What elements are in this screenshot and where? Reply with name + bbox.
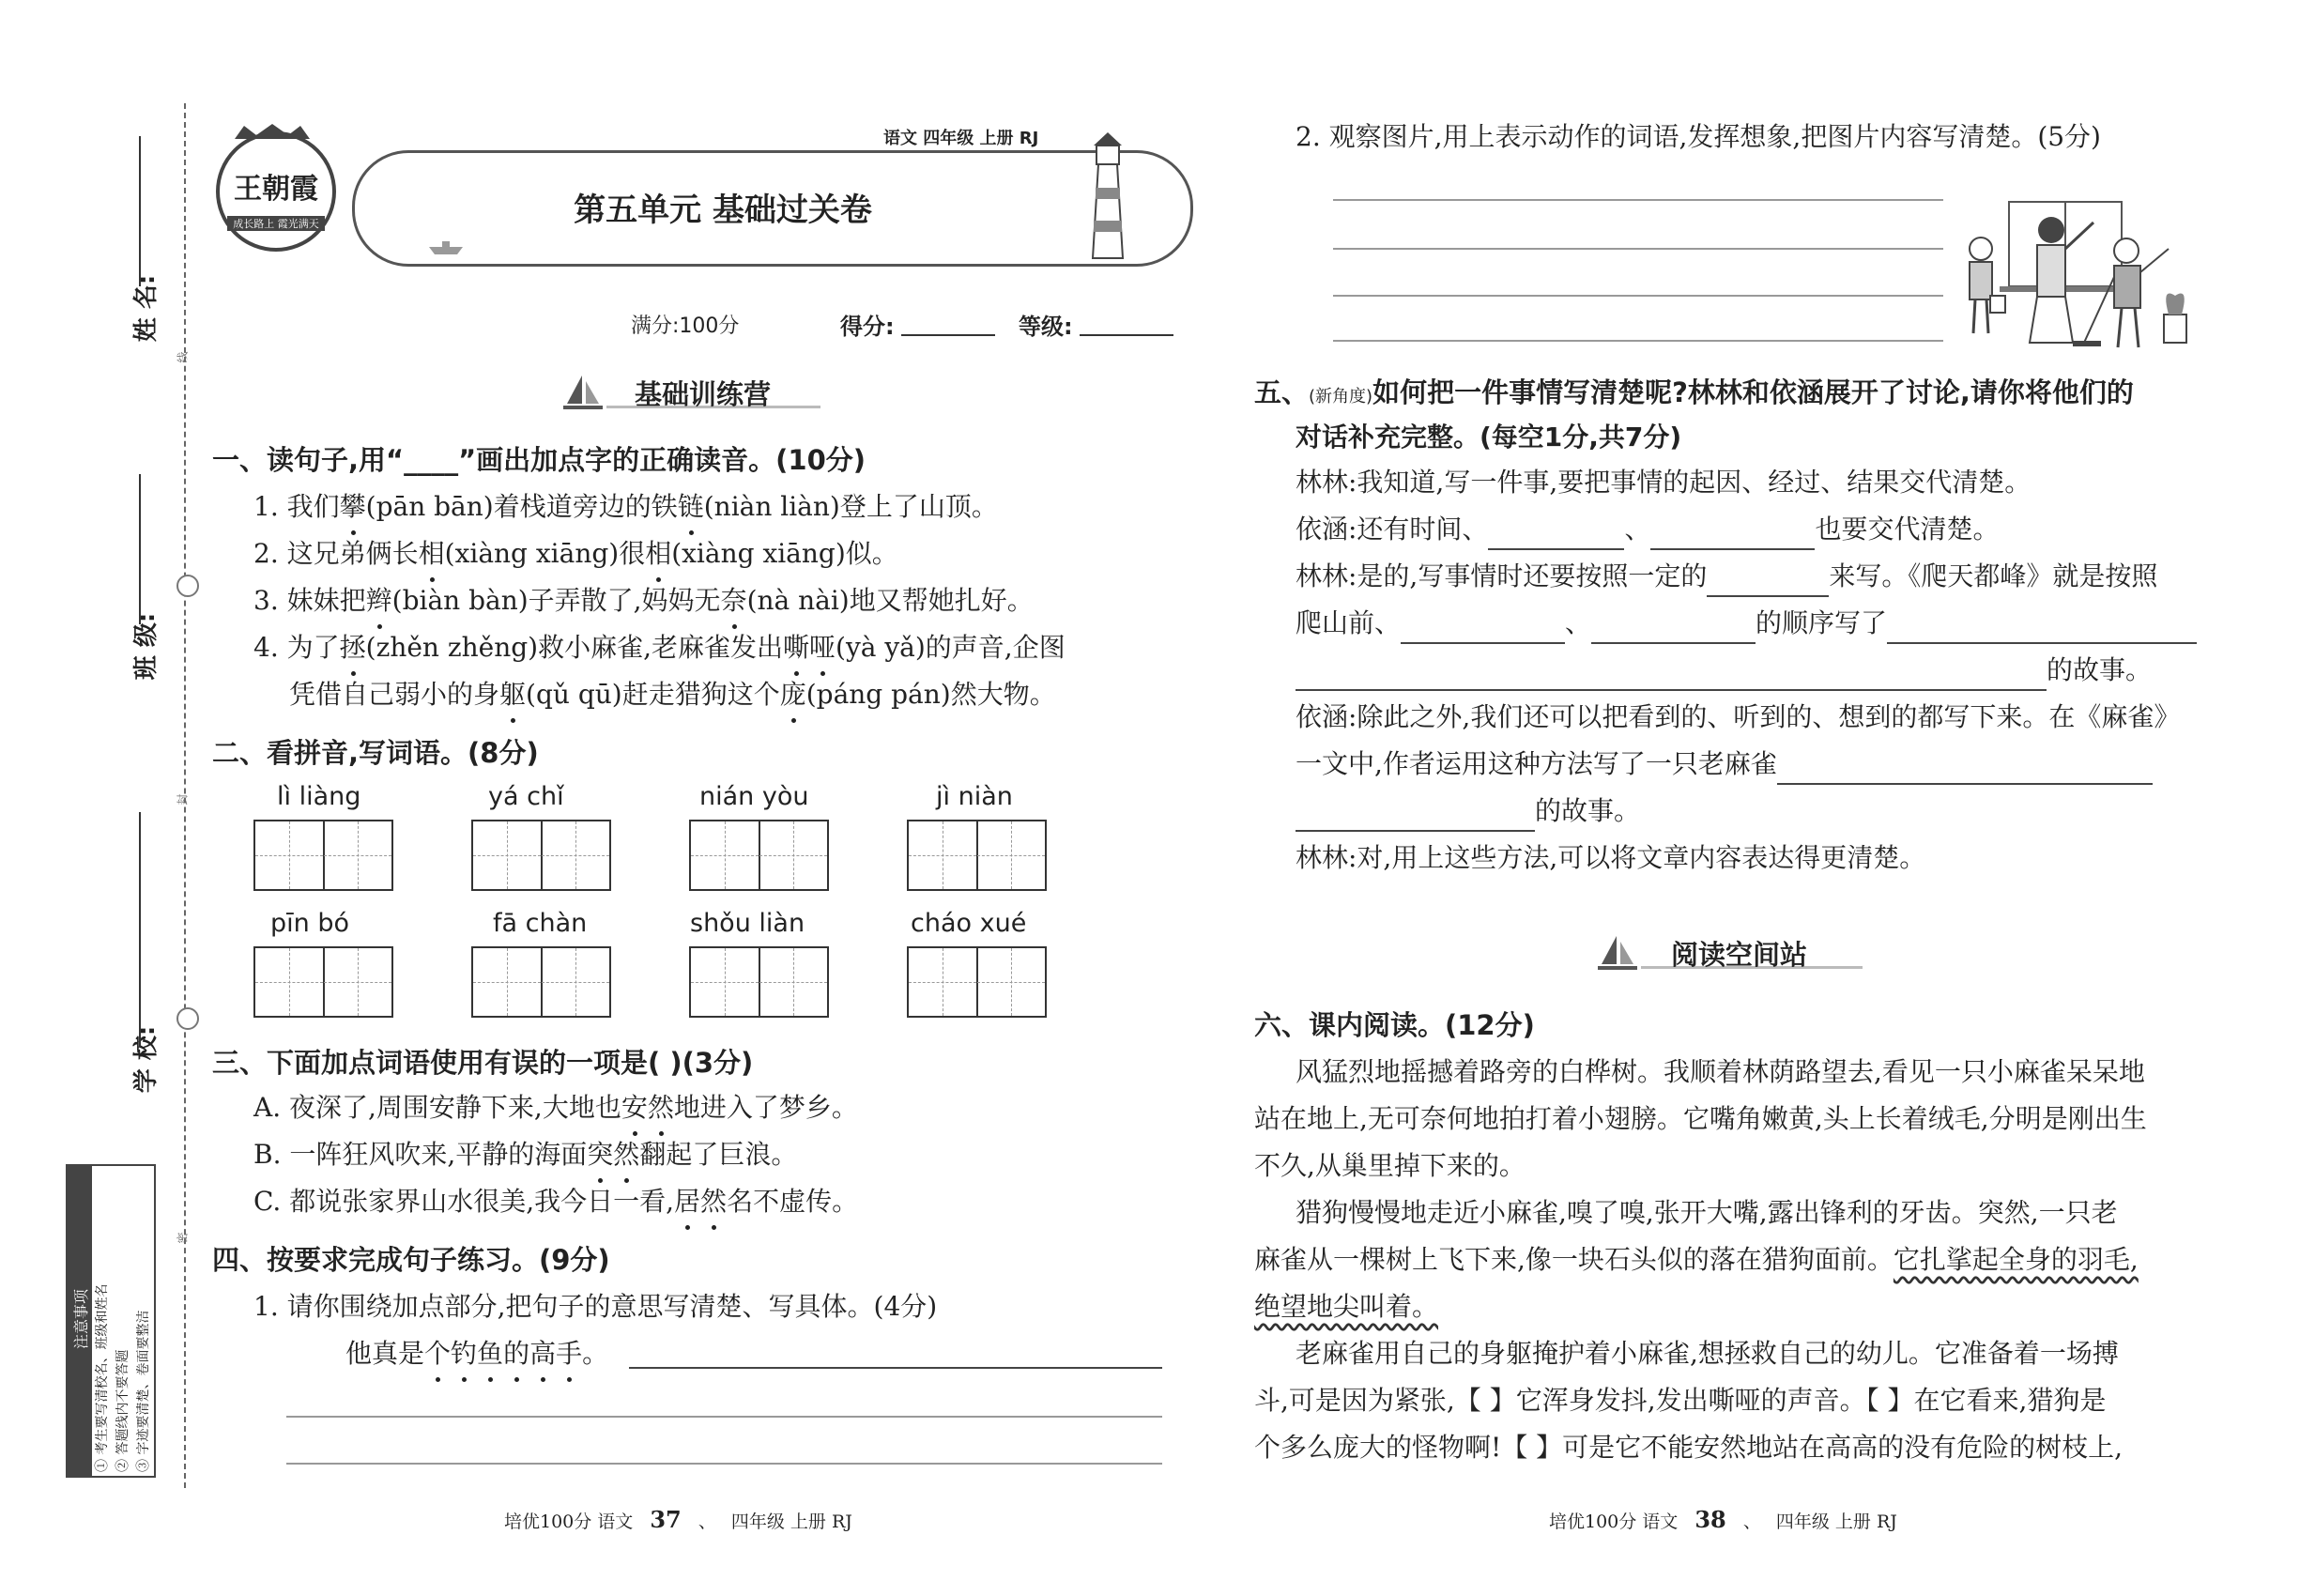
lighthouse-icon xyxy=(1080,127,1136,268)
pinyin-label: nián yòu xyxy=(699,782,809,811)
fill-blank[interactable] xyxy=(1887,614,2197,644)
notice-item: ② 答题线内不要答题 xyxy=(115,1349,130,1472)
score-field[interactable] xyxy=(901,334,995,336)
pinyin-label: yá chǐ xyxy=(488,782,564,811)
notice-box xyxy=(66,1164,156,1478)
sailboat-icon xyxy=(561,372,605,413)
dialogue-line: 的故事。 xyxy=(1296,790,1640,832)
name-field[interactable] xyxy=(139,136,141,286)
class-label: 班 级: xyxy=(132,612,161,681)
new-angle-tag: (新角度) xyxy=(1309,387,1373,407)
dialogue-line: 的故事。 xyxy=(1296,650,2152,691)
section-title: 基础训练营 xyxy=(635,378,772,410)
answer-line[interactable] xyxy=(1333,340,1943,342)
score-label: 得分: xyxy=(840,314,895,340)
q3-option-c[interactable]: C. 都说张家界山水很美,我今日一看,居然名不虚传。 xyxy=(253,1181,858,1222)
answer-line[interactable] xyxy=(286,1416,1162,1418)
pinyin-label: cháo xué xyxy=(911,909,1027,938)
pinyin-label: pīn bó xyxy=(270,909,349,938)
writing-grid[interactable] xyxy=(907,946,1047,1018)
fill-blank[interactable] xyxy=(1777,755,2153,785)
dialogue-line: 爬山前、 、 的顺序写了 xyxy=(1296,603,2197,644)
answer-line[interactable] xyxy=(1333,248,1943,250)
q5-title-cont: 对话补充完整。(每空1分,共7分) xyxy=(1296,422,1682,453)
pinyin-label: shǒu liàn xyxy=(690,909,805,938)
q5-title: 五、(新角度)如何把一件事情写清楚呢?林林和依涵展开了讨论,请你将他们的 xyxy=(1254,376,2134,408)
grade-field[interactable] xyxy=(1080,334,1173,336)
writing-grid[interactable] xyxy=(471,946,611,1018)
passage-line: 不久,从巢里掉下来的。 xyxy=(1254,1150,1526,1181)
section-banner-reading xyxy=(1596,932,1878,974)
dialogue-line: 林林:是的,写事情时还要按照一定的 来写。《爬天都峰》就是按照 xyxy=(1296,556,2157,597)
writing-grid[interactable] xyxy=(689,820,829,891)
school-label: 学 校: xyxy=(132,1025,161,1094)
writing-grid[interactable] xyxy=(253,820,393,891)
writing-grid[interactable] xyxy=(907,820,1047,891)
passage-line: 个多么庞大的怪物啊!【 】可是它不能安然地站在高高的没有危险的树枝上, xyxy=(1254,1432,2124,1463)
writing-grid[interactable] xyxy=(471,820,611,891)
school-field[interactable] xyxy=(139,812,141,1047)
section-banner-basic xyxy=(561,372,834,413)
notice-item: ③ 字迹要清楚、卷面要整洁 xyxy=(136,1310,151,1472)
binding-hole xyxy=(176,575,199,597)
name-label: 姓 名: xyxy=(132,274,161,343)
dialogue-line: 一文中,作者运用这种方法写了一只老麻雀 xyxy=(1296,744,2153,785)
pinyin-label: lì liàng xyxy=(277,782,361,811)
dialogue-line: 林林:我知道,写一件事,要把事情的起因、经过、结果交代清楚。 xyxy=(1296,467,2032,498)
dialogue-line: 依涵:还有时间、 、 也要交代清楚。 xyxy=(1296,509,1999,550)
writing-grid[interactable] xyxy=(253,946,393,1018)
crown-icon xyxy=(230,122,314,141)
q1-title: 一、读句子,用“____”画出加点字的正确读音。(10分) xyxy=(212,444,866,476)
wavy-underlined-text: 它扎挲起全身的羽毛, xyxy=(1893,1244,2139,1275)
cut-char: 线 xyxy=(176,351,190,363)
q3-option-b[interactable]: B. 一阵狂风吹来,平静的海面突然翻起了巨浪。 xyxy=(253,1134,797,1175)
logo-badge xyxy=(216,131,336,252)
cleaning-family-illustration xyxy=(1943,192,2197,357)
q4-title: 四、按要求完成句子练习。(9分) xyxy=(212,1244,610,1276)
q1-item-cont: 凭借自己弱小的身躯(qǔ qū)赶走猎狗这个庞(páng pán)然大物。 xyxy=(289,674,1056,715)
passage-line: 麻雀从一棵树上飞下来,像一块石头似的落在猎狗面前。它扎挲起全身的羽毛, xyxy=(1254,1244,2139,1275)
passage-line: 猎狗慢慢地走近小麻雀,嗅了嗅,张开大嘴,露出锋利的牙齿。突然,一只老 xyxy=(1296,1197,2118,1228)
grade-label: 等级: xyxy=(1019,314,1073,340)
cut-char: 密 xyxy=(176,1232,190,1244)
answer-line[interactable] xyxy=(629,1367,1162,1369)
page-title: 第五单元 基础过关卷 xyxy=(574,192,872,229)
section-title: 阅读空间站 xyxy=(1671,939,1808,971)
q1-item: 3. 妹妹把辫(biàn bàn)子弄散了,妈妈无奈(nà nài)地又帮她扎好。 xyxy=(253,580,1034,622)
pinyin-label: fā chàn xyxy=(493,909,588,938)
footer-right: 培优100分 语文 38 、 四年级 上册 RJ xyxy=(1549,1506,1897,1533)
page-number: 37 xyxy=(650,1506,682,1533)
q4-sub1: 1. 请你围绕加点部分,把句子的意思写清楚、写具体。(4分) xyxy=(253,1291,938,1322)
fill-blank[interactable] xyxy=(1707,567,1829,597)
writing-grid[interactable] xyxy=(689,946,829,1018)
fill-blank[interactable] xyxy=(1650,520,1815,550)
dialogue-line: 依涵:除此之外,我们还可以把看到的、听到的、想到的都写下来。在《麻雀》 xyxy=(1296,701,2181,732)
q4-2-title: 2. 观察图片,用上表示动作的词语,发挥想象,把图片内容写清楚。(5分) xyxy=(1296,121,2101,152)
q1-item: 4. 为了拯(zhěn zhěng)救小麻雀,老麻雀发出嘶哑(yà yǎ)的声音,企图 xyxy=(253,627,1066,668)
fill-blank[interactable] xyxy=(1296,661,2047,691)
fill-blank[interactable] xyxy=(1296,802,1535,832)
passage-line: 斗,可是因为紧张,【 】它浑身发抖,发出嘶哑的声音。【 】在它看来,猎狗是 xyxy=(1254,1385,2107,1416)
answer-line[interactable] xyxy=(1333,199,1943,201)
fill-blank[interactable] xyxy=(1591,614,1756,644)
page-number: 38 xyxy=(1694,1506,1726,1533)
class-field[interactable] xyxy=(139,474,141,624)
q3-title: 三、下面加点词语使用有误的一项是( )(3分) xyxy=(212,1047,754,1079)
fill-blank[interactable] xyxy=(1401,614,1565,644)
notice-title: 注意事项 xyxy=(72,1289,90,1350)
cut-char: 封 xyxy=(176,793,190,806)
binding-hole xyxy=(176,1007,199,1030)
subject-line: 语文 四年级 上册 RJ xyxy=(878,125,1044,149)
passage-line xyxy=(1254,1286,1438,1327)
dialogue-line: 林林:对,用上这些方法,可以将文章内容表达得更清楚。 xyxy=(1296,842,1926,873)
q3-option-a[interactable]: A. 夜深了,周围安静下来,大地也安然地进入了梦乡。 xyxy=(253,1087,858,1128)
full-marks: 满分:100分 xyxy=(631,315,740,338)
answer-line[interactable] xyxy=(1333,295,1943,297)
pinyin-label: jì niàn xyxy=(936,782,1013,811)
logo-sub: 成长路上 霞光满天 xyxy=(227,216,325,231)
logo-text: 王朝霞 xyxy=(234,173,318,206)
q1-item: 1. 我们攀(pān bān)着栈道旁边的铁链(niàn liàn)登上了山顶。 xyxy=(253,486,998,528)
q1-item: 2. 这兄弟俩长相(xiàng xiāng)很相(xiàng xiāng)似。 xyxy=(253,533,898,575)
passage-line: 风猛烈地摇撼着路旁的白桦树。我顺着林荫路望去,看见一只小麻雀呆呆地 xyxy=(1296,1056,2145,1087)
answer-line[interactable] xyxy=(286,1463,1162,1465)
q4-sentence: 他真是个钓鱼的高手。 xyxy=(345,1333,608,1374)
wavy-underlined-text: 绝望地尖叫着。 xyxy=(1254,1291,1439,1322)
boat-icon xyxy=(427,239,465,256)
q2-title: 二、看拼音,写词语。(8分) xyxy=(212,737,539,769)
sailboat-icon xyxy=(1596,932,1639,974)
q6-title: 六、课内阅读。(12分) xyxy=(1254,1009,1535,1041)
footer-left: 培优100分 语文 37 、 四年级 上册 RJ xyxy=(504,1506,852,1533)
passage-line: 站在地上,无可奈何地拍打着小翅膀。它嘴角嫩黄,头上长着绒毛,分明是刚出生 xyxy=(1254,1103,2147,1134)
notice-item: ① 考生要写清校名、班级和姓名 xyxy=(95,1283,110,1472)
passage-line: 老麻雀用自己的身躯掩护着小麻雀,想拯救自己的幼儿。它准备着一场搏 xyxy=(1296,1338,2119,1369)
fill-blank[interactable] xyxy=(1488,520,1624,550)
